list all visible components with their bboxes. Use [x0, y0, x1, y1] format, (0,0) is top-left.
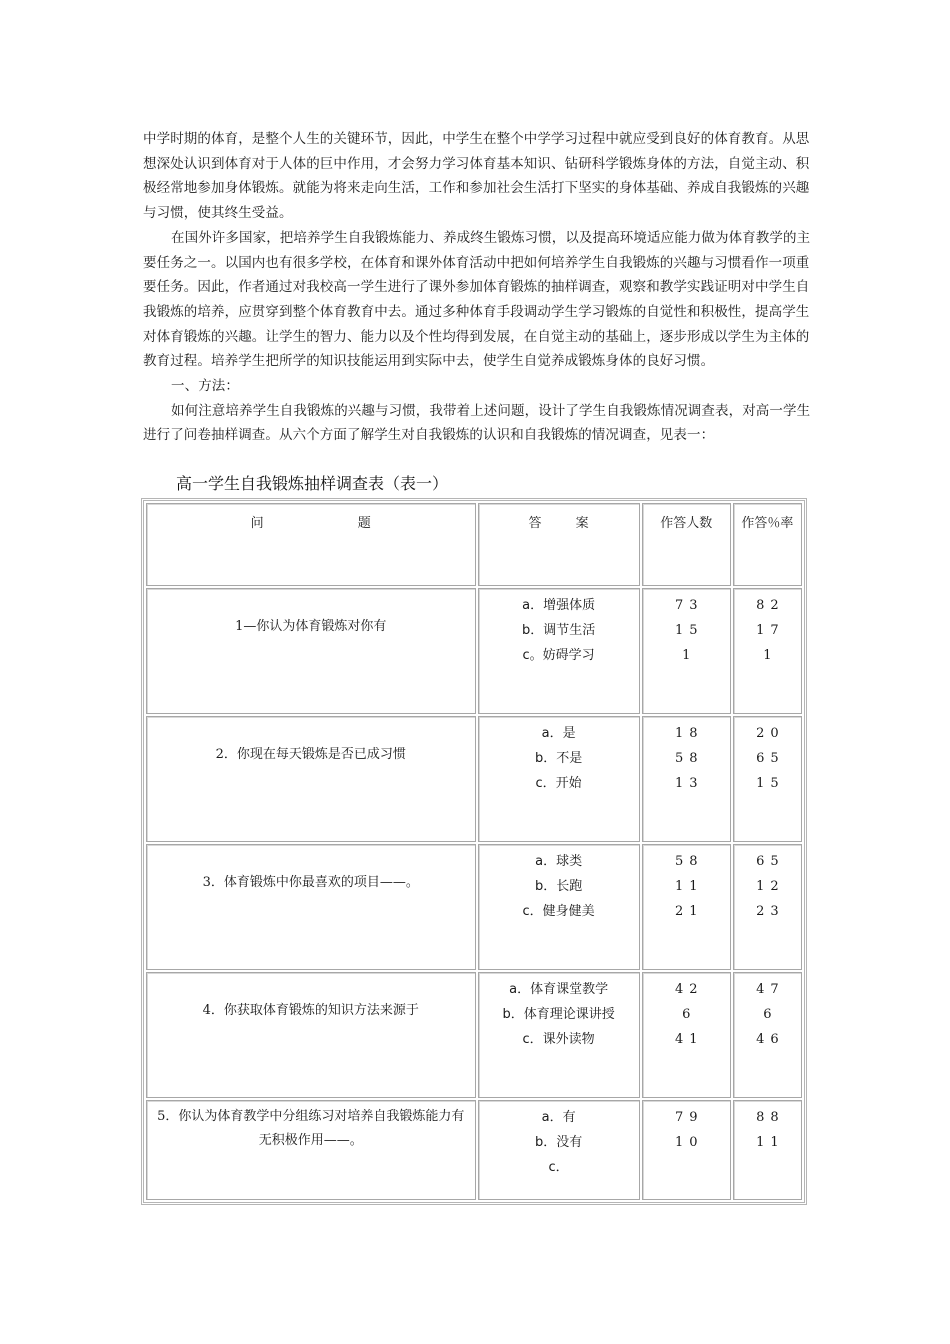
count-value: 11 — [675, 879, 704, 894]
header-question: 问 题 — [146, 503, 476, 586]
table-row — [146, 588, 802, 714]
table-row — [146, 844, 802, 970]
count-value: 42 — [675, 982, 704, 997]
count-value: 21 — [675, 904, 704, 919]
percent-value: 65 — [756, 854, 785, 869]
percent-value: 6 — [763, 1007, 778, 1022]
percent-value: 17 — [756, 623, 785, 638]
section-heading-method: 一、方法： — [171, 378, 239, 395]
answer-option: b．体育理论课讲授 — [502, 1007, 615, 1022]
percent-value: 11 — [756, 1135, 785, 1150]
answer-option: c。妨碍学习 — [522, 648, 595, 663]
count-cell — [642, 1100, 731, 1200]
table-row — [146, 1100, 802, 1200]
paragraph-background: 在国外许多国家，把培养学生自我锻炼能力、养成终生锻炼习惯，以及提高环境适应能力做为体育教学的主要任务之一。以国内也有很多学校，在体育和课外体育活动中把如何培养学生自我锻炼的兴趣与习惯看作一项重要任务。因此，作者通过对我校高一学生进行了课外参加体育锻炼的抽样调查，观察和教学实践证明对中学生自我锻炼的培养，应贯穿到整个体育教育中去。通过多种体育手段调动学生学习锻炼的自觉性和积极性，提高学生对体育锻炼的兴趣。让学生的智力、能力以及个性均得到发展，在自觉主动的基础上，逐步形成以学生为主体的教育过程。培养学生把所学的知识技能运用到实际中去，使学生自觉养成锻炼身体的良好习惯。 — [143, 229, 811, 370]
answer-option: b．不是 — [534, 751, 583, 766]
percent-value: 82 — [756, 598, 785, 613]
answer-option: c．课外读物 — [522, 1032, 595, 1047]
count-value: 10 — [675, 1135, 704, 1150]
answer-option: a．有 — [541, 1110, 576, 1125]
percent-cell — [733, 1100, 802, 1200]
count-value: 18 — [675, 726, 704, 741]
percent-value: 47 — [756, 982, 785, 997]
table-title: 高一学生自我锻炼抽样调查表（表一） — [176, 474, 449, 493]
answer-cell — [478, 972, 640, 1098]
count-value: 13 — [675, 776, 704, 791]
answer-cell — [478, 716, 640, 842]
count-cell — [642, 588, 731, 714]
answer-option: a．体育课堂教学 — [509, 982, 609, 997]
header-answer: 答 案 — [478, 503, 640, 586]
percent-value: 23 — [756, 904, 785, 919]
answer-option: b．调节生活 — [521, 623, 596, 638]
header-count: 作答人数 — [642, 503, 731, 586]
percent-value: 88 — [756, 1110, 785, 1125]
count-value: 6 — [682, 1007, 697, 1022]
count-value: 73 — [675, 598, 704, 613]
question-cell: 3．体育锻炼中你最喜欢的项目——。 — [146, 844, 476, 970]
answer-option: c．开始 — [535, 776, 582, 791]
answer-cell — [478, 844, 640, 970]
count-cell — [642, 716, 731, 842]
count-cell — [642, 972, 731, 1098]
question-cell: 5．你认为体育教学中分组练习对培养自我锻炼能力有无积极作用——。 — [146, 1100, 476, 1200]
survey-table — [141, 498, 807, 1205]
count-value: 58 — [675, 854, 704, 869]
percent-value: 65 — [756, 751, 785, 766]
question-cell: 2．你现在每天锻炼是否已成习惯 — [146, 716, 476, 842]
answer-option: a．增强体质 — [522, 598, 596, 613]
answer-option: b．没有 — [534, 1135, 583, 1150]
answer-option: a．是 — [541, 726, 576, 741]
percent-value: 20 — [756, 726, 785, 741]
answer-option: c．健身健美 — [522, 904, 595, 919]
table-header-row — [146, 503, 802, 586]
percent-value: 1 — [763, 648, 778, 663]
percent-cell — [733, 588, 802, 714]
percent-value: 12 — [756, 879, 785, 894]
answer-cell — [478, 588, 640, 714]
question-cell: 1—你认为体育锻炼对你有 — [146, 588, 476, 714]
count-value: 1 — [682, 648, 697, 663]
answer-option: b．长跑 — [534, 879, 583, 894]
count-value: 41 — [675, 1032, 704, 1047]
answer-option: c． — [548, 1160, 569, 1175]
answer-option: a．球类 — [535, 854, 583, 869]
count-cell — [642, 844, 731, 970]
percent-cell — [733, 844, 802, 970]
percent-value: 15 — [756, 776, 785, 791]
paragraph-method: 如何注意培养学生自我锻炼的兴趣与习惯，我带着上述问题，设计了学生自我锻炼情况调查表，对高一学生进行了问卷抽样调查。从六个方面了解学生对自我锻炼的认识和自我锻炼的情况调查，见表一： — [143, 402, 811, 444]
percent-cell — [733, 972, 802, 1098]
header-percent: 作答％率 — [733, 503, 802, 586]
body-text — [143, 127, 815, 448]
count-value: 58 — [675, 751, 704, 766]
paragraph-intro: 中学时期的体育，是整个人生的关键环节，因此，中学生在整个中学学习过程中就应受到良好的体育教育。从思想深处认识到体育对于人体的巨中作用，才会努力学习体育基本知识、钻研科学锻炼身体的方法，自觉主动、积极经常地参加身体锻炼。就能为将来走向生活，工作和参加社会生活打下坚实的身体基础、养成自我锻炼的兴趣与习惯，使其终生受益。 — [143, 131, 810, 222]
count-value: 15 — [675, 623, 704, 638]
answer-cell — [478, 1100, 640, 1200]
table-row — [146, 972, 802, 1098]
table-row — [146, 716, 802, 842]
percent-value: 46 — [756, 1032, 785, 1047]
question-cell: 4．你获取体育锻炼的知识方法来源于 — [146, 972, 476, 1098]
percent-cell — [733, 716, 802, 842]
count-value: 79 — [675, 1110, 704, 1125]
